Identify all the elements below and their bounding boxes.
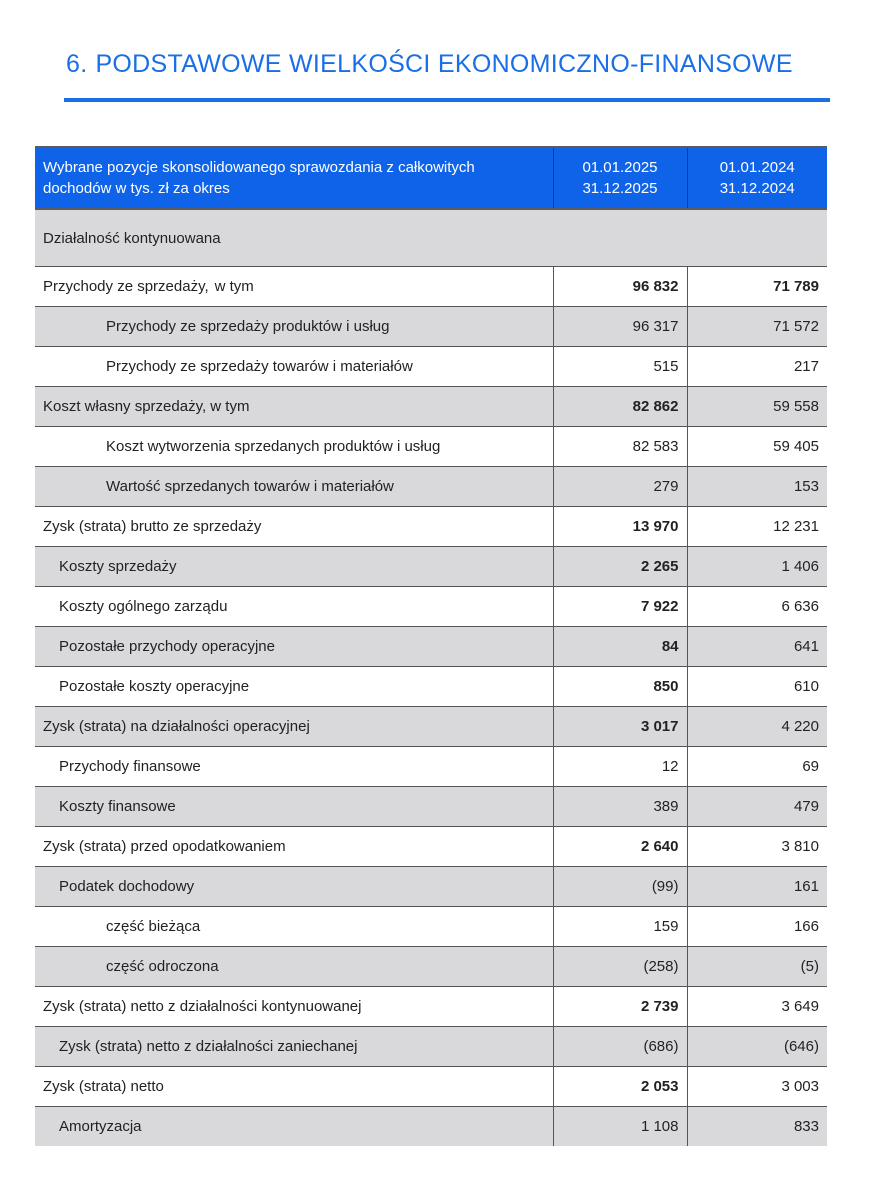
financial-table [35,146,827,1146]
value-2025: 12 [553,747,687,787]
value-2024: 12 231 [687,507,827,547]
table-row [35,507,827,547]
section-row [35,209,827,267]
value-2025: 850 [553,667,687,707]
section-number: 6. [66,50,88,78]
table-row [35,667,827,707]
value-2024: (5) [687,947,827,987]
row-label: Zysk (strata) na działalności operacyjnej [35,707,553,747]
table-row [35,947,827,987]
value-2025: 2 640 [553,827,687,867]
table-header-row [35,147,827,209]
row-label: część odroczona [35,947,553,987]
table-row [35,907,827,947]
value-2025: 159 [553,907,687,947]
value-2025: 7 922 [553,587,687,627]
value-2024: 71 572 [687,307,827,347]
value-2024: 833 [687,1107,827,1147]
header-period-2024: 01.01.2024 31.12.2024 [687,147,827,209]
row-label: Koszt własny sprzedaży, w tym [35,387,553,427]
row-label: Koszt wytworzenia sprzedanych produktów i usług [35,427,553,467]
value-2024: (646) [687,1027,827,1067]
value-2025: 96 832 [553,267,687,307]
value-2024: 3 003 [687,1067,827,1107]
row-label: Przychody finansowe [35,747,553,787]
value-2024: 217 [687,347,827,387]
table-row [35,267,827,307]
row-label: Koszty ogólnego zarządu [35,587,553,627]
table-row [35,467,827,507]
value-2025: 13 970 [553,507,687,547]
row-label: Zysk (strata) netto [35,1067,553,1107]
value-2025: 96 317 [553,307,687,347]
table-row [35,987,827,1027]
value-2025: (99) [553,867,687,907]
header-label: Wybrane pozycje skonsolidowanego sprawozdania z całkowitych dochodów w tys. zł za okres [35,147,553,209]
table-row [35,347,827,387]
page-title [66,50,793,79]
table-row [35,307,827,347]
table-row [35,787,827,827]
header-period-2025: 01.01.2025 31.12.2025 [553,147,687,209]
row-label: Zysk (strata) brutto ze sprzedaży [35,507,553,547]
value-2024: 3 649 [687,987,827,1027]
table-row [35,1027,827,1067]
table-row [35,627,827,667]
row-label: część bieżąca [35,907,553,947]
table-row [35,827,827,867]
value-2024: 59 405 [687,427,827,467]
row-label: Amortyzacja [35,1107,553,1147]
value-2024: 71 789 [687,267,827,307]
value-2024: 4 220 [687,707,827,747]
row-label: Zysk (strata) przed opodatkowaniem [35,827,553,867]
value-2024: 479 [687,787,827,827]
value-2024: 1 406 [687,547,827,587]
table-row [35,747,827,787]
table-row [35,387,827,427]
value-2025: 2 053 [553,1067,687,1107]
value-2025: 279 [553,467,687,507]
value-2025: (686) [553,1027,687,1067]
row-label: Przychody ze sprzedaży, w tym [35,267,553,307]
row-label: Pozostałe przychody operacyjne [35,627,553,667]
value-2025: 389 [553,787,687,827]
value-2024: 3 810 [687,827,827,867]
value-2025: 82 583 [553,427,687,467]
value-2025: 515 [553,347,687,387]
row-label: Przychody ze sprzedaży towarów i materiałów [35,347,553,387]
section-label: Działalność kontynuowana [35,209,827,267]
value-2024: 610 [687,667,827,707]
row-label: Pozostałe koszty operacyjne [35,667,553,707]
table-row [35,867,827,907]
value-2025: 2 265 [553,547,687,587]
value-2025: 3 017 [553,707,687,747]
heading-underline [64,98,830,102]
value-2025: 1 108 [553,1107,687,1147]
row-label: Wartość sprzedanych towarów i materiałów [35,467,553,507]
row-label: Przychody ze sprzedaży produktów i usług [35,307,553,347]
row-label: Zysk (strata) netto z działalności zaniechanej [35,1027,553,1067]
value-2025: (258) [553,947,687,987]
table-row [35,587,827,627]
row-label: Koszty sprzedaży [35,547,553,587]
table-row [35,707,827,747]
value-2024: 153 [687,467,827,507]
value-2024: 161 [687,867,827,907]
row-label: Zysk (strata) netto z działalności kontynuowanej [35,987,553,1027]
value-2025: 84 [553,627,687,667]
value-2024: 69 [687,747,827,787]
section-title: PODSTAWOWE WIELKOŚCI EKONOMICZNO-FINANSOWE [95,50,793,78]
value-2024: 6 636 [687,587,827,627]
value-2024: 641 [687,627,827,667]
row-label: Koszty finansowe [35,787,553,827]
table-row [35,1107,827,1147]
value-2025: 82 862 [553,387,687,427]
table-row [35,547,827,587]
value-2024: 59 558 [687,387,827,427]
row-label: Podatek dochodowy [35,867,553,907]
value-2024: 166 [687,907,827,947]
table-row [35,1067,827,1107]
table-row [35,427,827,467]
value-2025: 2 739 [553,987,687,1027]
